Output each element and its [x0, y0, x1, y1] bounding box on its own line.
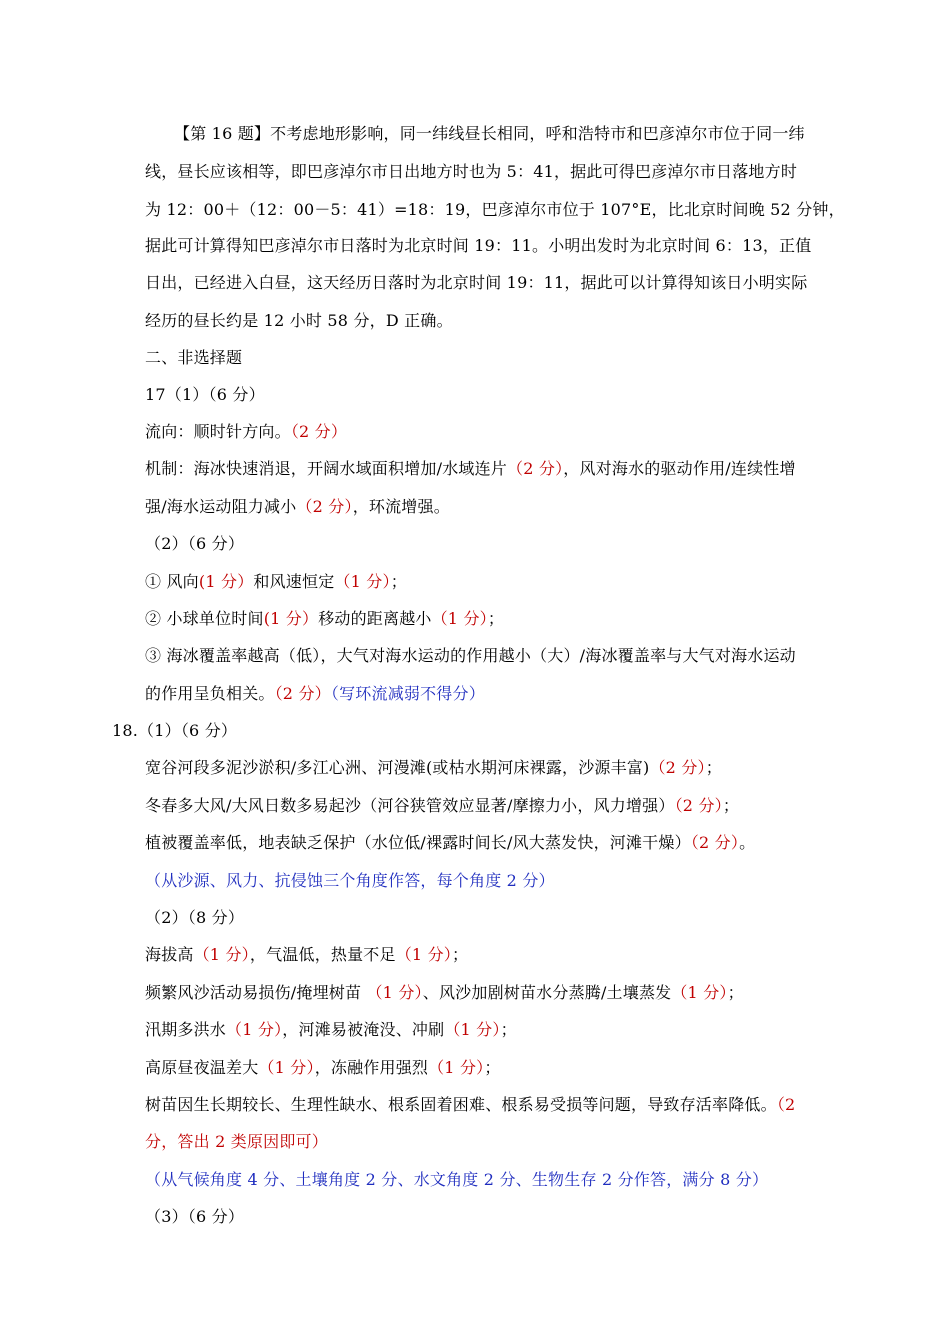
q17-item2-text-c: ； — [487, 609, 505, 628]
q18-part2-line-2 — [145, 983, 744, 1003]
q18-m2-score-2: （1 分） — [671, 983, 728, 1002]
q18-part1-line-2 — [145, 796, 739, 816]
q18-heading: 18.（1）（6 分） — [112, 721, 238, 740]
q18-l2-score: （2 分） — [674, 796, 723, 815]
q17-item-3-line-1: ③ 海冰覆盖率越高（低），大气对海水运动的作用越小（大）/海冰覆盖率与大气对海水运动 — [145, 646, 796, 665]
q17-item1-text-b: 和风速恒定 — [253, 572, 335, 591]
q17-part1-heading: 17（1）（6 分） — [145, 385, 265, 404]
q18-part2-line-4 — [145, 1058, 501, 1078]
q18-part2-line-6: 分，答出 2 类原因即可） — [145, 1132, 328, 1151]
q18-part2-line-1 — [145, 945, 468, 965]
q18-m2-text-b: 、风沙加剧树苗水分蒸腾/土壤蒸发 — [422, 983, 672, 1002]
q17-mechanism-line-1 — [145, 459, 796, 479]
q18-l2-text: 冬春多大风/大风日数多易起沙（河谷狭管效应显著/摩擦力小，风力增强） — [145, 796, 675, 815]
q18-l1-score: （2 分） — [649, 758, 706, 777]
q18-l3-end: 。 — [739, 833, 756, 852]
q18-part2-heading: （2）（8 分） — [145, 908, 245, 927]
q17-mech-text-d: ，环流增强。 — [352, 497, 450, 516]
q17-item2-score-1: (1 分） — [263, 609, 319, 628]
q17-item1-score-1: (1 分） — [198, 572, 254, 591]
q18-m5-text: 树苗因生长期较长、生理性缺水、根系固着困难、根系易受损等问题，导致存活率降低。 — [145, 1095, 777, 1114]
q17-part2-heading: （2）（6 分） — [145, 534, 245, 553]
q17-flow-text: 流向：顺时针方向。 — [145, 422, 291, 441]
q18-m4-text-a: 高原昼夜温差大 — [145, 1058, 259, 1077]
q18-m4-text-b: ，冻融作用强烈 — [314, 1058, 429, 1077]
q18-part3-heading: （3）（6 分） — [145, 1207, 245, 1226]
q18-part1-line-1 — [145, 758, 722, 778]
q17-item1-text-c: ； — [390, 572, 407, 591]
q17-item3-text-b: 的作用呈负相关。 — [145, 684, 275, 703]
q17-item1-text-a: ① 风向 — [145, 572, 199, 591]
q18-m3-score-1: （1 分） — [226, 1020, 283, 1039]
q16-line-4: 据此可计算得知巴彦淖尔市日落时为北京时间 19：11。小明出发时为北京时间 6：13，正值 — [145, 236, 812, 255]
q18-l3-score: （2 分） — [690, 833, 740, 852]
q17-item1-score-2: （1 分） — [334, 572, 391, 591]
q17-item2-text-b: 移动的距离越小 — [318, 609, 432, 628]
q16-line-5: 日出，已经进入白昼，这天经历日落时为北京时间 19：11，据此可以计算得知该日小明实际 — [145, 273, 808, 292]
q16-line-3: 为 12：00＋（12：00－5：41）=18：19，巴彦淖尔市位于 107°E，比北京时间晚 52 分钟， — [145, 200, 845, 219]
q18-l2-end: ； — [722, 796, 740, 815]
q17-item-3-line-2 — [145, 684, 485, 704]
q16-line-1: 【第 16 题】不考虑地形影响，同一纬线昼长相同，呼和浩特市和巴彦淖尔市位于同一纬 — [174, 124, 805, 143]
q17-mechanism-line-2 — [145, 497, 450, 517]
q18-m4-text-c: ； — [484, 1058, 501, 1077]
q17-item3-score: （2 分） — [274, 684, 331, 703]
q18-part1-line-3 — [145, 833, 755, 853]
q18-m1-text-a: 海拔高 — [145, 945, 194, 964]
q18-m2-score-1: （1 分） — [366, 983, 423, 1002]
q17-item2-text-a: ② 小球单位时间 — [145, 609, 264, 628]
q18-l3-text: 植被覆盖率低，地表缺乏保护（水位低/裸露时间长/风大蒸发快，河滩干燥） — [145, 833, 691, 852]
q18-l1-end: ； — [705, 758, 722, 777]
q18-m1-text-b: ，气温低，热量不足 — [249, 945, 396, 964]
q18-m3-text-a: 汛期多洪水 — [145, 1020, 227, 1039]
q18-m3-text-b: ，河滩易被淹没、冲刷 — [282, 1020, 445, 1039]
q18-m5-score-a: （2 — [776, 1095, 796, 1114]
q18-m1-score-1: （1 分） — [193, 945, 250, 964]
q18-m1-text-c: ； — [451, 945, 469, 964]
q18-part2-line-3 — [145, 1020, 517, 1040]
q18-m3-text-c: ； — [500, 1020, 517, 1039]
q17-mech-score-2: （2 分） — [296, 497, 353, 516]
q17-mech-score-1: （2 分） — [507, 459, 564, 478]
q16-line-2: 线，昼长应该相等，即巴彦淖尔市日出地方时也为 5：41，据此可得巴彦淖尔市日落地方时 — [145, 162, 798, 181]
q18-m2-text-a: 频繁风沙活动易损伤/掩埋树苗 — [145, 983, 367, 1002]
q18-m3-score-2: （1 分） — [444, 1020, 501, 1039]
q18-m4-score-1: （1 分） — [258, 1058, 315, 1077]
q17-flow-score: （2 分） — [290, 422, 348, 441]
q17-flow-line — [145, 422, 347, 442]
q18-m1-score-2: （1 分） — [395, 945, 452, 964]
q17-item2-score-2: （1 分） — [431, 609, 488, 628]
q18-m2-text-c: ； — [727, 983, 744, 1002]
q17-mech-text-a: 机制：海冰快速消退，开阔水域面积增加/水域连片 — [145, 459, 507, 478]
q18-part2-note: （从气候角度 4 分、土壤角度 2 分、水文角度 2 分、生物生存 2 分作答，满分 8 分） — [145, 1170, 769, 1189]
q18-m4-score-2: （1 分） — [428, 1058, 485, 1077]
q18-l1-text: 宽谷河段多泥沙淤积/多江心洲、河漫滩(或枯水期河床裸露，沙源丰富) — [145, 758, 650, 777]
q17-mech-text-b: ，风对海水的驱动作用/连续性增 — [563, 459, 796, 478]
q17-mech-text-c: 强/海水运动阻力减小 — [145, 497, 297, 516]
q18-part2-line-5 — [145, 1095, 795, 1115]
q16-line-6: 经历的昼长约是 12 小时 58 分，D 正确。 — [145, 311, 453, 330]
q17-item-2 — [145, 609, 504, 629]
q18-part1-note: （从沙源、风力、抗侵蚀三个角度作答，每个角度 2 分） — [145, 871, 555, 890]
section-2-title: 二、非选择题 — [145, 348, 243, 367]
q17-item3-note: （写环流减弱不得分） — [330, 684, 485, 703]
q17-item-1 — [145, 572, 407, 592]
